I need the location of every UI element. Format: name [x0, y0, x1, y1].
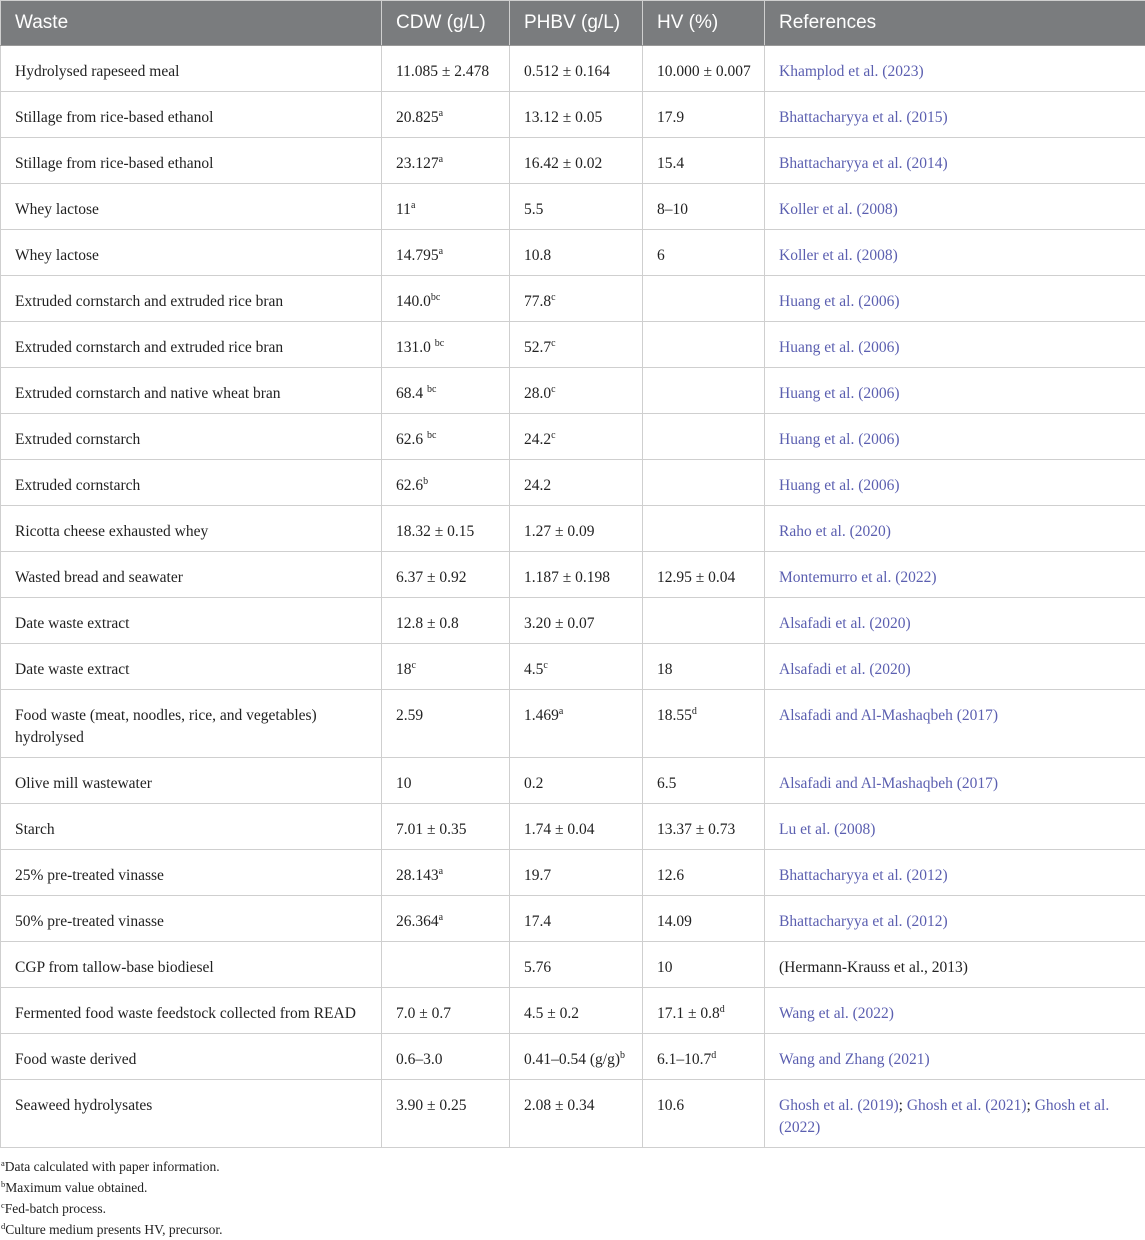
- reference-separator: ;: [899, 1097, 907, 1114]
- cell-phbv: [510, 896, 643, 942]
- cell-waste: [1, 184, 382, 230]
- hv-value: 18.55: [657, 707, 692, 724]
- reference-link[interactable]: Bhattacharyya et al. (2012): [779, 913, 948, 930]
- cdw-footnote-mark: bc: [427, 430, 436, 441]
- hv-value: 10.6: [657, 1097, 684, 1114]
- waste-text: Date waste extract: [15, 615, 129, 632]
- footnote: [1, 1156, 1145, 1177]
- cell-cdw: [382, 368, 510, 414]
- waste-text: Date waste extract: [15, 661, 129, 678]
- phbv-footnote-mark: a: [559, 706, 563, 717]
- cell-hv: [643, 1034, 765, 1080]
- phbv-value: 77.8: [524, 293, 551, 310]
- cell-references: [765, 988, 1145, 1034]
- cdw-value: 3.90 ± 0.25: [396, 1097, 467, 1114]
- table-row: [1, 758, 1145, 804]
- waste-text: Fermented food waste feedstock collected from READ: [15, 1005, 356, 1022]
- cdw-value: 14.795: [396, 247, 439, 264]
- cell-waste: [1, 1034, 382, 1080]
- cell-phbv: [510, 506, 643, 552]
- phbv-value: 0.41–0.54 (g/g): [524, 1051, 620, 1068]
- cell-cdw: [382, 804, 510, 850]
- reference-link[interactable]: Koller et al. (2008): [779, 201, 898, 218]
- cdw-footnote-mark: b: [423, 476, 428, 487]
- reference-link[interactable]: Raho et al. (2020): [779, 523, 891, 540]
- waste-text: Whey lactose: [15, 247, 99, 264]
- cell-phbv: [510, 690, 643, 758]
- cell-waste: [1, 804, 382, 850]
- reference-link[interactable]: Huang et al. (2006): [779, 431, 900, 448]
- cdw-footnote-mark: a: [439, 866, 443, 877]
- table-row: [1, 230, 1145, 276]
- reference-link[interactable]: Wang et al. (2022): [779, 1005, 894, 1022]
- phbv-value: 2.08 ± 0.34: [524, 1097, 595, 1114]
- cdw-value: 28.143: [396, 867, 439, 884]
- waste-text: Food waste (meat, noodles, rice, and vegetables) hydrolysed: [15, 707, 317, 746]
- waste-text: Wasted bread and seawater: [15, 569, 183, 586]
- phbv-value: 0.2: [524, 775, 543, 792]
- hv-footnote-mark: d: [711, 1050, 716, 1061]
- footnote: [1, 1177, 1145, 1198]
- reference-link[interactable]: Ghosh et al. (2019): [779, 1097, 899, 1114]
- cell-phbv: [510, 368, 643, 414]
- table-row: [1, 184, 1145, 230]
- reference-link[interactable]: Ghosh et al. (2021): [907, 1097, 1027, 1114]
- cdw-footnote-mark: a: [439, 246, 443, 257]
- phbv-footnote-mark: b: [620, 1050, 625, 1061]
- cell-hv: [643, 988, 765, 1034]
- hv-value: 15.4: [657, 155, 684, 172]
- cdw-value: 68.4: [396, 385, 427, 402]
- table-row: [1, 988, 1145, 1034]
- cell-references: [765, 690, 1145, 758]
- cell-hv: [643, 184, 765, 230]
- cell-hv: [643, 850, 765, 896]
- cell-cdw: [382, 460, 510, 506]
- header-references: References: [765, 1, 1145, 46]
- cell-cdw: [382, 988, 510, 1034]
- hv-value: 18: [657, 661, 673, 678]
- cell-waste: [1, 988, 382, 1034]
- cell-references: [765, 850, 1145, 896]
- cell-hv: [643, 46, 765, 92]
- table-row: [1, 598, 1145, 644]
- cell-references: [765, 138, 1145, 184]
- cell-cdw: [382, 230, 510, 276]
- cell-phbv: [510, 988, 643, 1034]
- reference-link[interactable]: Huang et al. (2006): [779, 385, 900, 402]
- cell-cdw: [382, 138, 510, 184]
- cell-references: [765, 804, 1145, 850]
- table-row: [1, 92, 1145, 138]
- cell-waste: [1, 850, 382, 896]
- cell-waste: [1, 414, 382, 460]
- cell-cdw: [382, 758, 510, 804]
- cell-waste: [1, 506, 382, 552]
- phbv-value: 10.8: [524, 247, 551, 264]
- cell-references: [765, 46, 1145, 92]
- table-row: [1, 850, 1145, 896]
- cell-waste: [1, 690, 382, 758]
- cell-phbv: [510, 804, 643, 850]
- header-row: [1, 1, 1145, 46]
- waste-text: Stillage from rice-based ethanol: [15, 155, 213, 172]
- cell-references: [765, 506, 1145, 552]
- cell-references: [765, 184, 1145, 230]
- hv-value: 13.37 ± 0.73: [657, 821, 735, 838]
- table-row: [1, 1034, 1145, 1080]
- cell-waste: [1, 276, 382, 322]
- hv-value: 17.9: [657, 109, 684, 126]
- cell-phbv: [510, 92, 643, 138]
- reference-link[interactable]: Khamplod et al. (2023): [779, 63, 924, 80]
- cell-hv: [643, 506, 765, 552]
- phbv-value: 52.7: [524, 339, 551, 356]
- footnote-text: Data calculated with paper information.: [5, 1159, 220, 1174]
- cell-cdw: [382, 598, 510, 644]
- cdw-value: 7.0 ± 0.7: [396, 1005, 451, 1022]
- cell-phbv: [510, 322, 643, 368]
- cell-waste: [1, 598, 382, 644]
- cell-waste: [1, 138, 382, 184]
- reference-link[interactable]: Bhattacharyya et al. (2014): [779, 155, 948, 172]
- waste-text: Extruded cornstarch: [15, 431, 140, 448]
- waste-text: 25% pre-treated vinasse: [15, 867, 164, 884]
- cell-references: [765, 942, 1145, 988]
- cell-references: [765, 92, 1145, 138]
- cell-waste: [1, 460, 382, 506]
- cell-references: [765, 896, 1145, 942]
- cell-cdw: [382, 322, 510, 368]
- phbv-footnote-mark: c: [551, 384, 555, 395]
- phbv-value: 13.12 ± 0.05: [524, 109, 602, 126]
- cell-hv: [643, 942, 765, 988]
- cell-hv: [643, 414, 765, 460]
- cell-references: [765, 414, 1145, 460]
- cdw-value: 20.825: [396, 109, 439, 126]
- cell-cdw: [382, 942, 510, 988]
- cell-hv: [643, 804, 765, 850]
- reference-link[interactable]: Alsafadi and Al-Mashaqbeh (2017): [779, 775, 998, 792]
- cell-phbv: [510, 1034, 643, 1080]
- cell-cdw: [382, 1080, 510, 1148]
- cdw-footnote-mark: bc: [427, 384, 436, 395]
- hv-value: 10.000 ± 0.007: [657, 63, 751, 80]
- cdw-footnote-mark: a: [411, 200, 415, 211]
- phbv-value: 5.5: [524, 201, 543, 218]
- header-waste: Waste: [1, 1, 382, 46]
- cell-hv: [643, 322, 765, 368]
- cdw-value: 0.6–3.0: [396, 1051, 443, 1068]
- phbv-footnote-mark: c: [551, 430, 555, 441]
- cdw-value: 12.8 ± 0.8: [396, 615, 459, 632]
- cdw-value: 2.59: [396, 707, 423, 724]
- footnote-mark: d: [1, 1221, 5, 1231]
- cell-hv: [643, 368, 765, 414]
- cell-hv: [643, 230, 765, 276]
- cdw-value: 62.6: [396, 431, 427, 448]
- cell-waste: [1, 758, 382, 804]
- cell-phbv: [510, 1080, 643, 1148]
- reference-separator: ;: [1027, 1097, 1035, 1114]
- cdw-value: 18.32 ± 0.15: [396, 523, 474, 540]
- cell-references: [765, 230, 1145, 276]
- reference-link[interactable]: Huang et al. (2006): [779, 293, 900, 310]
- hv-value: 14.09: [657, 913, 692, 930]
- cell-waste: [1, 46, 382, 92]
- cell-waste: [1, 230, 382, 276]
- cdw-footnote-mark: a: [439, 108, 443, 119]
- waste-text: Extruded cornstarch: [15, 477, 140, 494]
- reference-link[interactable]: Lu et al. (2008): [779, 821, 875, 838]
- waste-text: CGP from tallow-base biodiesel: [15, 959, 214, 976]
- footnote-mark: c: [1, 1200, 5, 1210]
- reference-link[interactable]: Bhattacharyya et al. (2012): [779, 867, 948, 884]
- cdw-value: 11: [396, 201, 411, 218]
- cell-phbv: [510, 414, 643, 460]
- cell-phbv: [510, 46, 643, 92]
- phbv-value: 28.0: [524, 385, 551, 402]
- cell-waste: [1, 942, 382, 988]
- cell-phbv: [510, 230, 643, 276]
- cell-cdw: [382, 896, 510, 942]
- table-row: [1, 46, 1145, 92]
- cdw-value: 6.37 ± 0.92: [396, 569, 467, 586]
- cdw-footnote-mark: a: [439, 912, 443, 923]
- cell-references: [765, 460, 1145, 506]
- waste-text: 50% pre-treated vinasse: [15, 913, 164, 930]
- table-row: [1, 942, 1145, 988]
- cell-phbv: [510, 552, 643, 598]
- cell-references: [765, 368, 1145, 414]
- cell-phbv: [510, 460, 643, 506]
- cdw-value: 62.6: [396, 477, 423, 494]
- reference-link[interactable]: Huang et al. (2006): [779, 339, 900, 356]
- hv-value: 6.5: [657, 775, 676, 792]
- phbv-value: 5.76: [524, 959, 551, 976]
- cell-phbv: [510, 276, 643, 322]
- table-row: [1, 804, 1145, 850]
- footnote-text: Maximum value obtained.: [5, 1180, 147, 1195]
- table-row: [1, 644, 1145, 690]
- cell-phbv: [510, 184, 643, 230]
- cell-hv: [643, 460, 765, 506]
- table-row: [1, 896, 1145, 942]
- phbv-value: 24.2: [524, 431, 551, 448]
- cell-references: [765, 322, 1145, 368]
- waste-text: Extruded cornstarch and native wheat bran: [15, 385, 281, 402]
- cell-references: [765, 1080, 1145, 1148]
- reference-text: (Hermann-Krauss et al., 2013): [779, 959, 968, 976]
- footnote-text: Fed-batch process.: [5, 1201, 106, 1216]
- cell-hv: [643, 644, 765, 690]
- phbv-value: 17.4: [524, 913, 551, 930]
- phbv-footnote-mark: c: [551, 292, 555, 303]
- reference-link[interactable]: Alsafadi et al. (2020): [779, 615, 911, 632]
- table-body: [1, 46, 1145, 1148]
- footnote-mark: b: [1, 1179, 5, 1189]
- hv-value: 10: [657, 959, 673, 976]
- footnote-text: Culture medium presents HV, precursor.: [5, 1222, 222, 1237]
- cell-hv: [643, 758, 765, 804]
- cell-waste: [1, 552, 382, 598]
- table-row: [1, 138, 1145, 184]
- cdw-footnote-mark: bc: [431, 292, 440, 303]
- footnotes: [0, 1148, 1145, 1240]
- cell-hv: [643, 1080, 765, 1148]
- cell-waste: [1, 896, 382, 942]
- waste-text: Starch: [15, 821, 55, 838]
- phbv-value: 4.5: [524, 661, 543, 678]
- cell-hv: [643, 552, 765, 598]
- cdw-value: 18: [396, 661, 412, 678]
- hv-value: 6: [657, 247, 665, 264]
- waste-text: Hydrolysed rapeseed meal: [15, 63, 179, 80]
- reference-link[interactable]: Montemurro et al. (2022): [779, 569, 937, 586]
- phbv-value: 1.74 ± 0.04: [524, 821, 595, 838]
- cdw-footnote-mark: bc: [435, 338, 444, 349]
- cell-cdw: [382, 644, 510, 690]
- waste-text: Extruded cornstarch and extruded rice bran: [15, 293, 283, 310]
- table-row: [1, 322, 1145, 368]
- cell-cdw: [382, 184, 510, 230]
- hv-value: 17.1 ± 0.8: [657, 1005, 720, 1022]
- cell-references: [765, 644, 1145, 690]
- footnote-mark: a: [1, 1158, 5, 1168]
- phbv-value: 1.27 ± 0.09: [524, 523, 595, 540]
- phbv-value: 1.187 ± 0.198: [524, 569, 610, 586]
- waste-text: Ricotta cheese exhausted whey: [15, 523, 208, 540]
- reference-link[interactable]: Alsafadi et al. (2020): [779, 661, 911, 678]
- reference-link[interactable]: Alsafadi and Al-Mashaqbeh (2017): [779, 707, 998, 724]
- table-row: [1, 1080, 1145, 1148]
- header-hv: HV (%): [643, 1, 765, 46]
- cell-cdw: [382, 552, 510, 598]
- phbv-value: 0.512 ± 0.164: [524, 63, 610, 80]
- table-row: [1, 690, 1145, 758]
- cdw-value: 7.01 ± 0.35: [396, 821, 467, 838]
- cell-references: [765, 1034, 1145, 1080]
- cell-cdw: [382, 506, 510, 552]
- waste-text: Whey lactose: [15, 201, 99, 218]
- table-row: [1, 414, 1145, 460]
- cell-waste: [1, 368, 382, 414]
- phbv-value: 19.7: [524, 867, 551, 884]
- table-row: [1, 506, 1145, 552]
- hv-footnote-mark: d: [720, 1004, 725, 1015]
- cell-phbv: [510, 942, 643, 988]
- reference-link[interactable]: Koller et al. (2008): [779, 247, 898, 264]
- hv-footnote-mark: d: [692, 706, 697, 717]
- phbv-value: 16.42 ± 0.02: [524, 155, 602, 172]
- reference-link[interactable]: Ghosh et al. (2022): [779, 1097, 1109, 1136]
- cell-hv: [643, 276, 765, 322]
- phbv-value: 3.20 ± 0.07: [524, 615, 595, 632]
- cell-cdw: [382, 690, 510, 758]
- cdw-value: 10: [396, 775, 412, 792]
- hv-value: 6.1–10.7: [657, 1051, 711, 1068]
- cell-references: [765, 552, 1145, 598]
- cell-phbv: [510, 598, 643, 644]
- cell-phbv: [510, 758, 643, 804]
- phbv-value: 4.5 ± 0.2: [524, 1005, 579, 1022]
- cdw-footnote-mark: c: [412, 660, 416, 671]
- waste-text: Stillage from rice-based ethanol: [15, 109, 213, 126]
- phbv-footnote-mark: c: [551, 338, 555, 349]
- header-phbv: PHBV (g/L): [510, 1, 643, 46]
- cell-waste: [1, 1080, 382, 1148]
- header-cdw: CDW (g/L): [382, 1, 510, 46]
- cdw-value: 131.0: [396, 339, 435, 356]
- cell-references: [765, 276, 1145, 322]
- phbv-footnote-mark: c: [543, 660, 547, 671]
- cell-hv: [643, 598, 765, 644]
- phbv-value: 24.2: [524, 477, 551, 494]
- reference-link[interactable]: Wang and Zhang (2021): [779, 1051, 930, 1068]
- cell-waste: [1, 92, 382, 138]
- cdw-value: 140.0: [396, 293, 431, 310]
- waste-text: Food waste derived: [15, 1051, 136, 1068]
- cell-waste: [1, 644, 382, 690]
- cdw-value: 11.085 ± 2.478: [396, 63, 489, 80]
- cell-references: [765, 598, 1145, 644]
- waste-text: Olive mill wastewater: [15, 775, 152, 792]
- table-row: [1, 552, 1145, 598]
- cell-cdw: [382, 276, 510, 322]
- reference-link[interactable]: Bhattacharyya et al. (2015): [779, 109, 948, 126]
- cell-references: [765, 758, 1145, 804]
- hv-value: 12.95 ± 0.04: [657, 569, 735, 586]
- footnote: [1, 1198, 1145, 1219]
- cell-cdw: [382, 414, 510, 460]
- cell-cdw: [382, 1034, 510, 1080]
- cell-cdw: [382, 92, 510, 138]
- cell-hv: [643, 92, 765, 138]
- cell-cdw: [382, 850, 510, 896]
- cell-phbv: [510, 644, 643, 690]
- table-row: [1, 368, 1145, 414]
- cell-phbv: [510, 138, 643, 184]
- cell-hv: [643, 896, 765, 942]
- table-row: [1, 460, 1145, 506]
- table-row: [1, 276, 1145, 322]
- reference-link[interactable]: Huang et al. (2006): [779, 477, 900, 494]
- cell-hv: [643, 690, 765, 758]
- phbv-value: 1.469: [524, 707, 559, 724]
- cell-phbv: [510, 850, 643, 896]
- hv-value: 12.6: [657, 867, 684, 884]
- waste-text: Seaweed hydrolysates: [15, 1097, 152, 1114]
- waste-text: Extruded cornstarch and extruded rice bran: [15, 339, 283, 356]
- cdw-value: 26.364: [396, 913, 439, 930]
- cdw-value: 23.127: [396, 155, 439, 172]
- cell-hv: [643, 138, 765, 184]
- cell-waste: [1, 322, 382, 368]
- cell-cdw: [382, 46, 510, 92]
- hv-value: 8–10: [657, 201, 688, 218]
- cdw-footnote-mark: a: [439, 154, 443, 165]
